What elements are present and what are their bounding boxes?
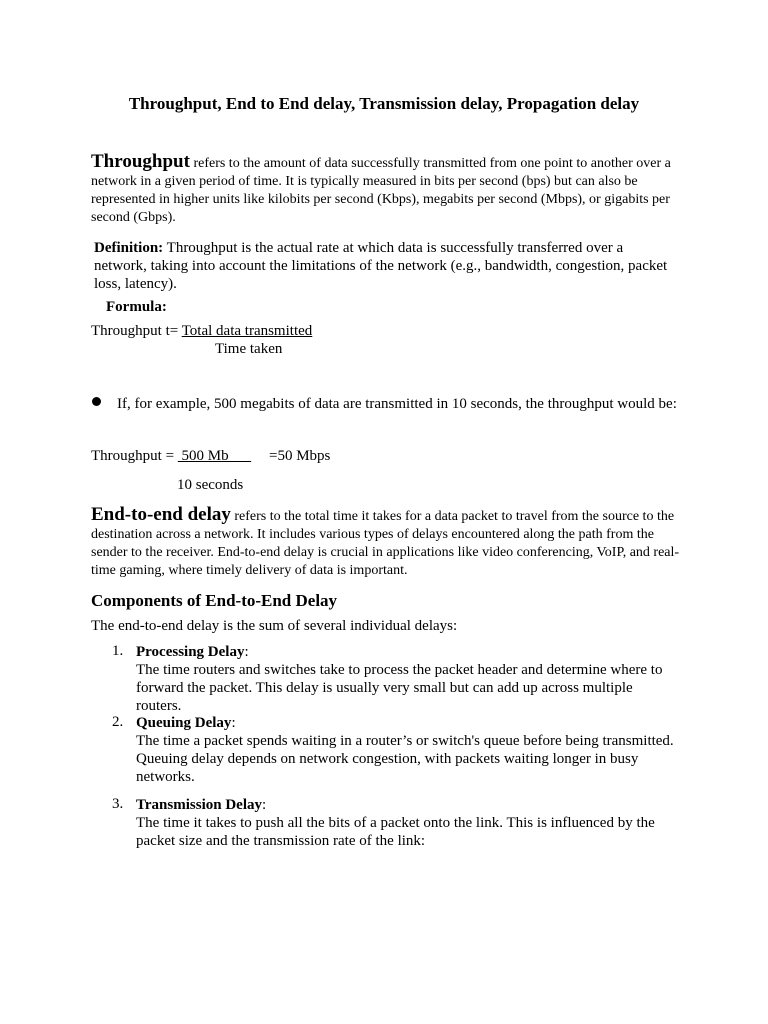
throughput-definition-paragraph	[94, 239, 679, 293]
component-colon: :	[261, 797, 267, 813]
formula-denominator: Time taken	[215, 341, 283, 357]
list-item	[136, 714, 681, 786]
components-intro: The end-to-end delay is the sum of several individual delays:	[91, 618, 458, 634]
component-number: 2.	[112, 714, 124, 730]
page-title: Throughput, End to End delay, Transmission delay, Propagation delay	[128, 94, 640, 113]
components-heading: Components of End-to-End Delay	[91, 591, 338, 610]
formula-label: Formula:	[106, 299, 167, 315]
throughput-intro-text: refers to the amount of data successfully transmitted from one point to another over a network in a given period of time. It is typically measured in bits per second (bps) but can also be represented in higher units like kilobits per second (Kbps), megabits per second (Mbps), or gigabits per second (Gbps).	[91, 156, 671, 225]
list-item	[136, 796, 681, 850]
example-bullet-text: If, for example, 500 megabits of data are transmitted in 10 seconds, the throughput would be:	[117, 396, 677, 412]
throughput-term: Throughput	[91, 151, 190, 172]
throughput-formula	[91, 323, 312, 340]
end-to-end-intro-paragraph	[91, 506, 681, 580]
component-name: Processing Delay	[136, 644, 245, 660]
bullet-icon	[92, 397, 101, 406]
component-name: Transmission Delay	[136, 797, 262, 813]
formula-numerator: Total data transmitted	[181, 323, 313, 339]
component-description: The time a packet spends waiting in a router’s or switch's queue before being transmitted. Queuing delay depends on network congestion, with packets waiting longer in busy networks.	[136, 733, 674, 785]
definition-label: Definition:	[94, 240, 164, 256]
component-name: Queuing Delay	[136, 715, 232, 731]
component-number: 3.	[112, 796, 124, 812]
list-item	[136, 643, 681, 715]
end-to-end-term: End-to-end delay	[91, 504, 231, 525]
example-lhs: Throughput =	[91, 448, 178, 464]
component-number: 1.	[112, 643, 124, 659]
definition-text: Throughput is the actual rate at which data is successfully transferred over a network, taking into account the limitations of the network (e.g., bandwidth, congestion, packet loss, latency).	[94, 240, 668, 292]
component-description: The time routers and switches take to process the packet header and determine where to forward the packet. This delay is usually very small but can add up across multiple routers.	[136, 662, 663, 714]
example-result: =50 Mbps	[269, 448, 331, 464]
example-numerator: 500 Mb	[177, 448, 252, 464]
formula-lhs: Throughput t=	[91, 323, 182, 339]
example-formula	[91, 448, 251, 465]
component-description: The time it takes to push all the bits of a packet onto the link. This is influenced by the packet size and the transmission rate of the link:	[136, 815, 655, 849]
component-colon: :	[231, 715, 236, 731]
example-denominator: 10 seconds	[177, 477, 244, 493]
component-colon: :	[244, 644, 249, 660]
throughput-intro-paragraph	[91, 153, 681, 227]
end-to-end-intro-text: refers to the total time it takes for a data packet to travel from the source to the destination across a network. It includes various types of delays encountered along the path from the sender to the receiver. End-to-end delay is crucial in applications like video conferencing, VoIP, and real-time gaming, where timely delivery of data is important.	[91, 509, 680, 578]
